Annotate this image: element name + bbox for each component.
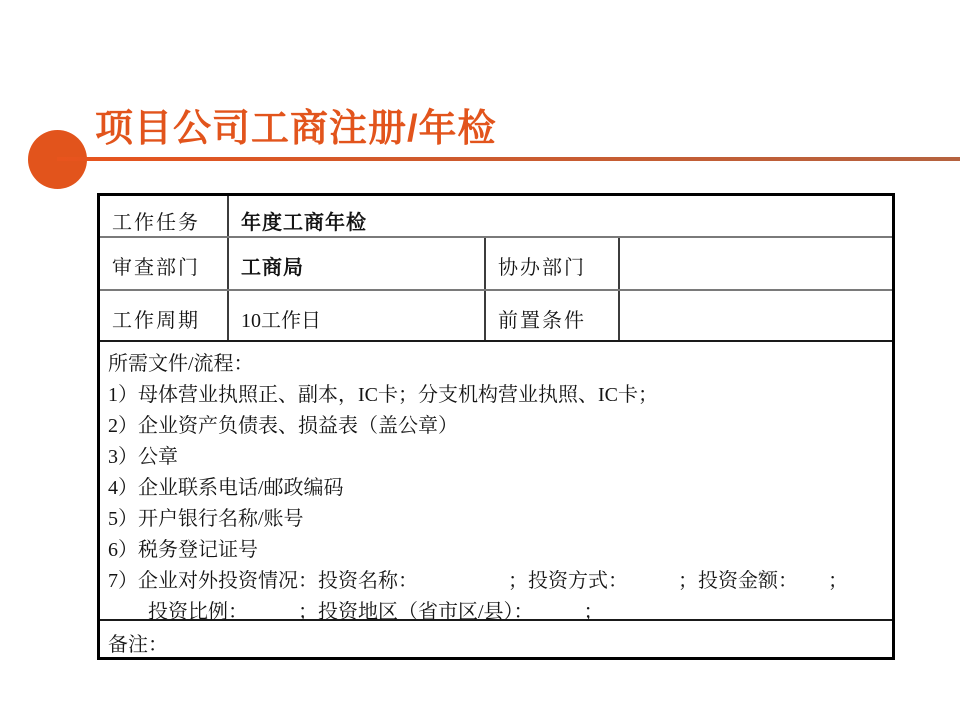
table-row-remark — [100, 621, 892, 657]
document-item-2: 2）企业资产负债表、损益表（盖公章） — [108, 415, 458, 437]
review-dept-label-cell: 审查部门 — [100, 238, 229, 290]
document-item-4: 4）企业联系电话/邮政编码 — [108, 477, 344, 499]
document-item-5: 5）开户银行名称/账号 — [108, 508, 304, 530]
task-value-cell: 年度工商年检 — [241, 212, 367, 234]
process-table — [97, 193, 895, 660]
title-underline — [57, 157, 960, 161]
precondition-label-cell: 前置条件 — [486, 291, 620, 340]
assisting-dept-label-cell: 协办部门 — [486, 238, 620, 290]
precondition-value-cell — [620, 291, 892, 340]
document-item-3: 3）公章 — [108, 446, 178, 468]
table-row-review — [100, 238, 892, 292]
document-item-7-continued: 投资比例： ；投资地区（省市区/县）： ； — [108, 601, 604, 623]
document-item-6: 6）税务登记证号 — [108, 539, 258, 561]
task-label-cell: 工作任务 — [100, 196, 229, 236]
review-dept-value-cell: 工商局 — [229, 238, 486, 290]
document-item-1: 1）母体营业执照正、副本，IC卡；分支机构营业执照、IC卡； — [108, 384, 658, 406]
document-item-7: 7）企业对外投资情况：投资名称： ；投资方式： ；投资金额： ； — [108, 570, 848, 592]
work-period-label-cell: 工作周期 — [100, 291, 229, 340]
remark-label-cell: 备注： — [108, 634, 168, 656]
table-row-task — [100, 196, 892, 238]
assisting-dept-value-cell — [620, 238, 892, 290]
slide-title: 项目公司工商注册/年检 — [95, 108, 497, 150]
work-period-value-cell: 10工作日 — [229, 291, 486, 340]
table-row-period — [100, 291, 892, 342]
documents-heading: 所需文件/流程： — [108, 353, 254, 375]
documents-block — [100, 342, 892, 628]
table-row-documents — [100, 342, 892, 621]
